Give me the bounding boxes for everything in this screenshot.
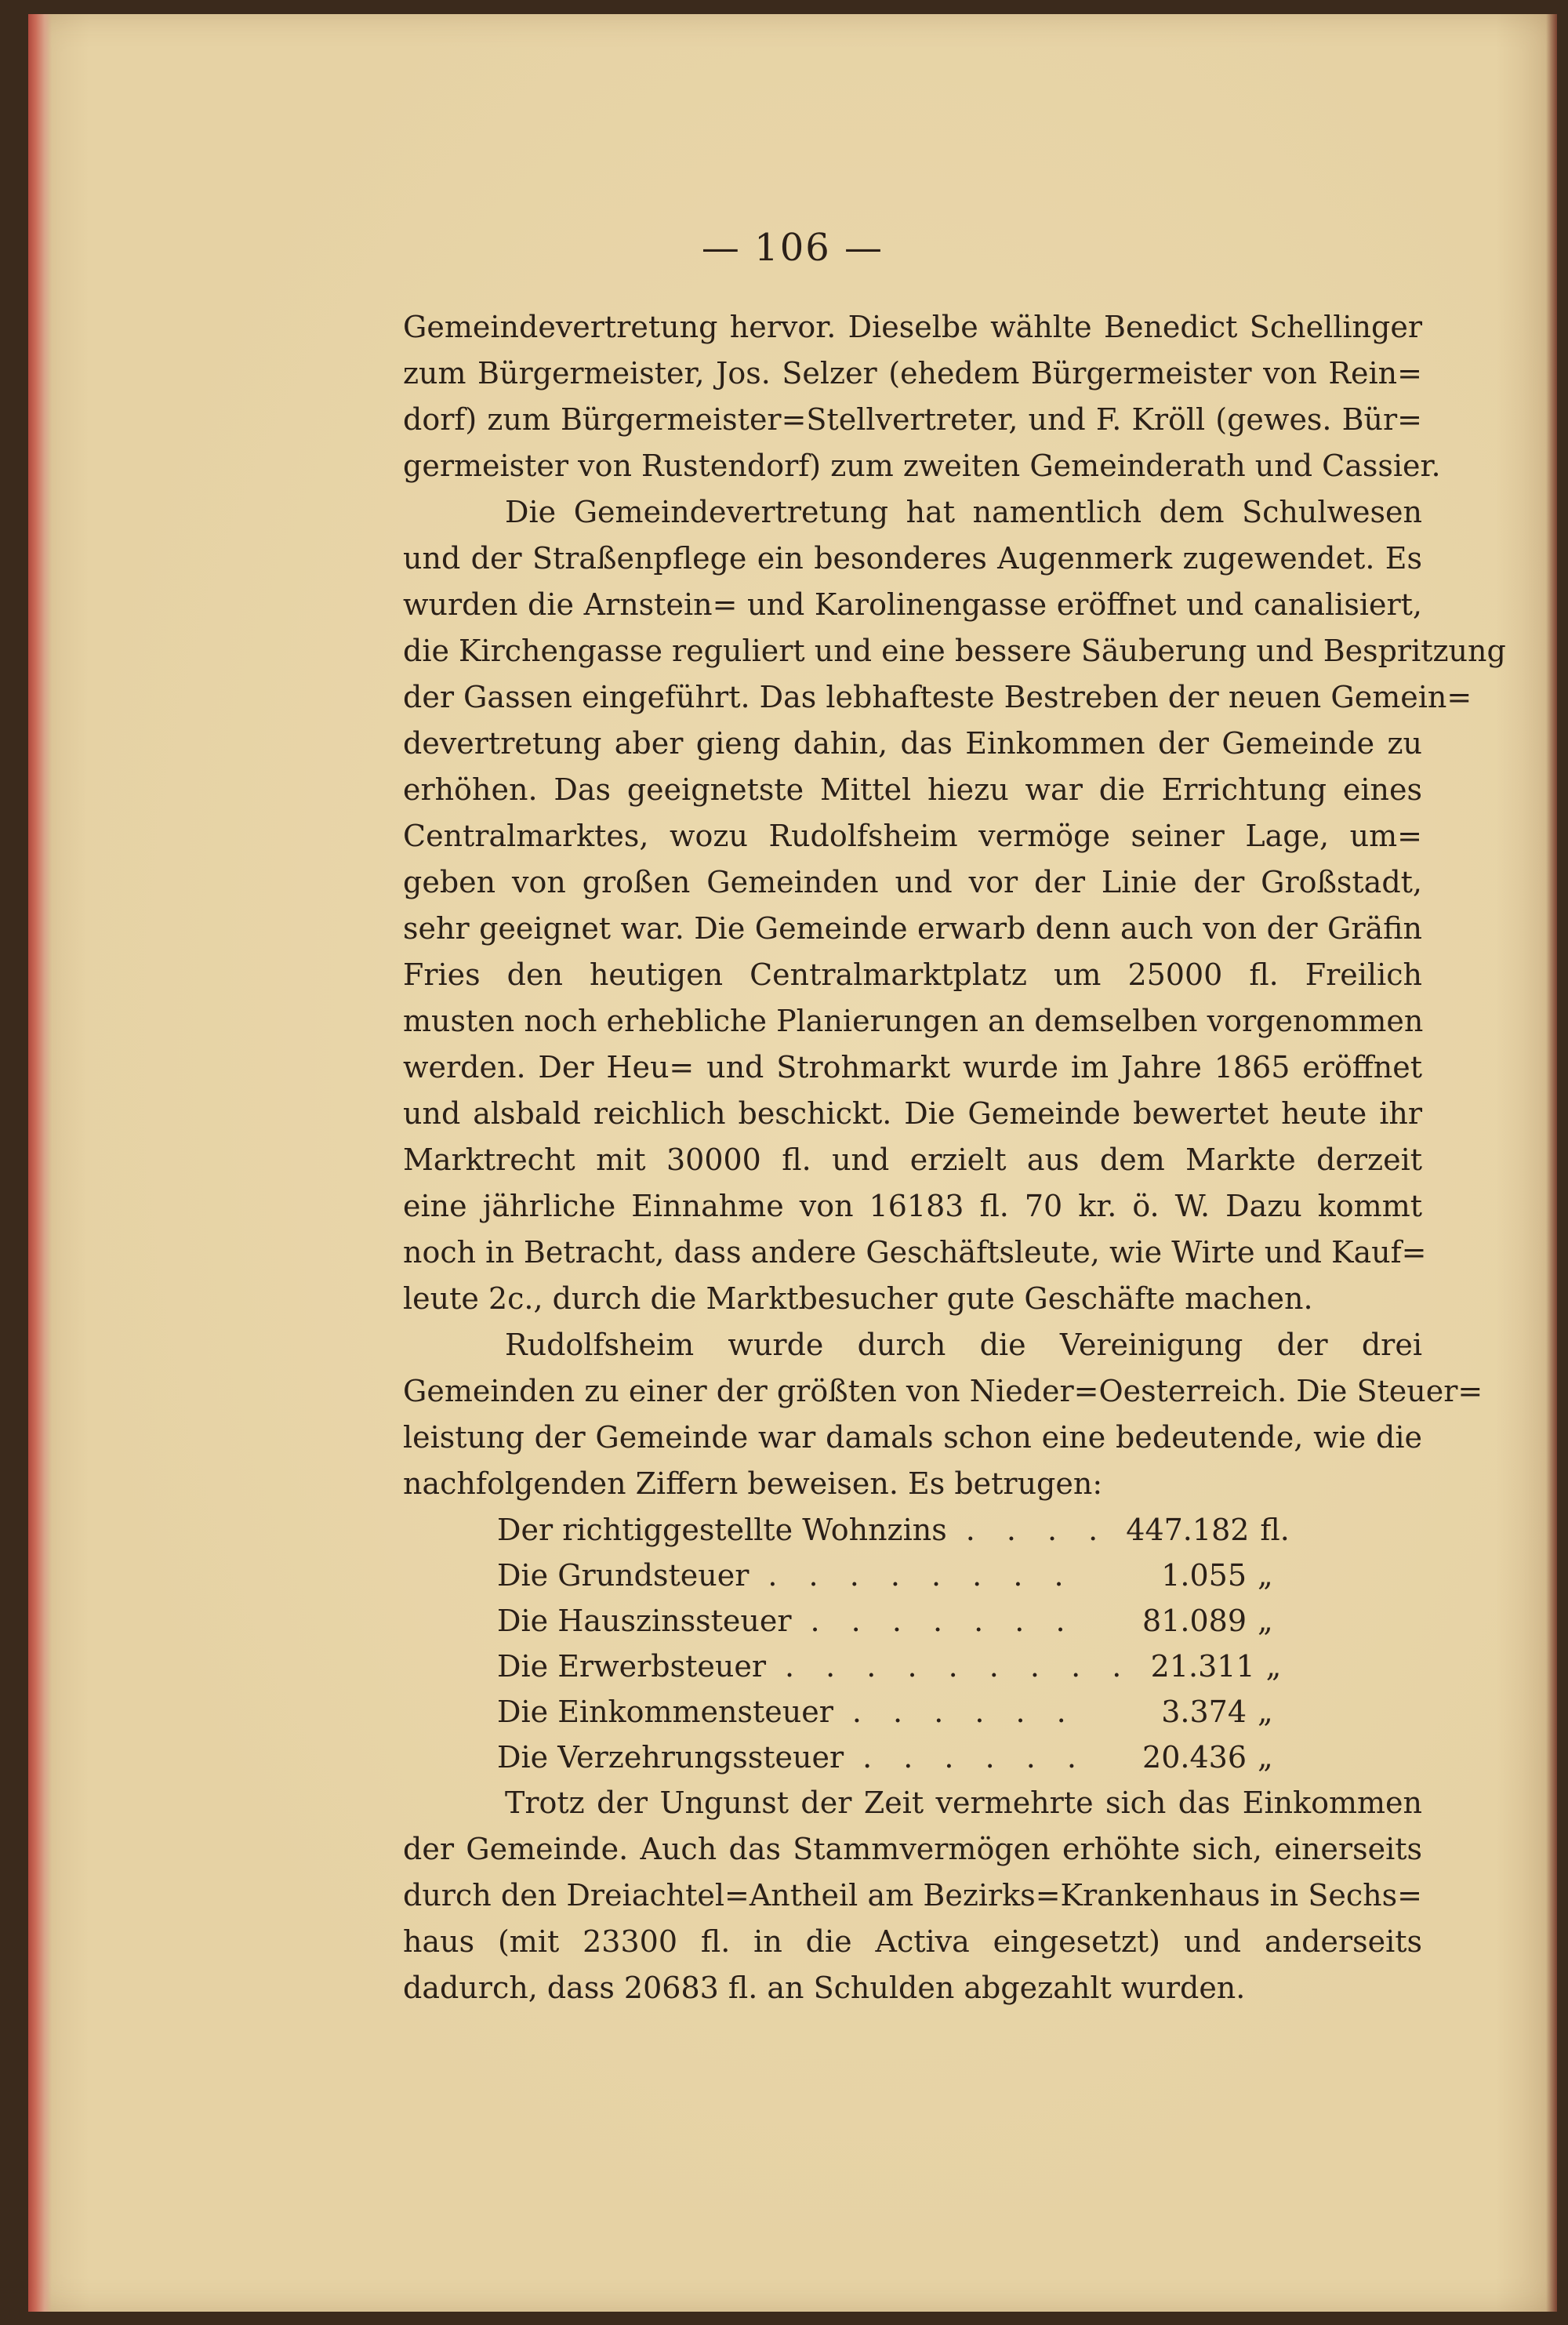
tax-label: Die Erwerbsteuer [497, 1649, 766, 1684]
text-line: und alsbald reichlich beschickt. Die Gemeinde bewertet heute ihr [403, 1096, 1422, 1131]
text-line: erhöhen. Das geeignetste Mittel hiezu war die Errichtung eines [403, 772, 1422, 807]
text-line: Rudolfsheim wurde durch die Vereinigung der drei [505, 1328, 1422, 1362]
text-line: germeister von Rustendorf) zum zweiten Gemeinderath und Cassier. [403, 449, 1441, 483]
leader-dots: . . . . . . . . . [784, 1649, 1133, 1684]
tax-value: 81.089 [1142, 1604, 1247, 1638]
text-line: Fries den heutigen Centralmarktplatz um 25000 fl. Freilich [403, 957, 1422, 992]
paragraph-3 [403, 1322, 1483, 1507]
text-line: Die Gemeindevertretung hat namentlich dem Schulwesen [505, 495, 1422, 529]
tax-label: Die Hauszinssteuer [497, 1604, 792, 1638]
text-line: haus (mit 23300 fl. in die Activa eingesetzt) und anderseits [403, 1924, 1422, 1959]
text-line: geben von großen Gemeinden und vor der Linie der Großstadt, [403, 865, 1422, 899]
text-line: zum Bürgermeister, Jos. Selzer (ehedem Bürgermeister von Rein= [403, 356, 1422, 391]
tax-value: 447.182 [1126, 1513, 1250, 1547]
text-line: Centralmarktes, wozu Rudolfsheim vermöge seiner Lage, um= [403, 819, 1422, 853]
text-block [403, 304, 1506, 2011]
tax-unit: „ [1265, 1649, 1282, 1684]
text-line: der Gemeinde. Auch das Stammvermögen erhöhte sich, einerseits [403, 1832, 1422, 1866]
table-row [497, 1507, 1305, 1553]
tax-value: 20.436 [1142, 1740, 1247, 1775]
table-row [497, 1689, 1305, 1735]
text-line: und der Straßenpflege ein besonderes Augenmerk zugewendet. Es [403, 541, 1422, 576]
table-row [497, 1598, 1305, 1644]
tax-value: 21.311 [1150, 1649, 1255, 1684]
tax-table [497, 1507, 1305, 1780]
text-line: Gemeindevertretung hervor. Dieselbe wählte Benedict Schellinger [403, 310, 1422, 344]
text-line: sehr geeignet war. Die Gemeinde erwarb denn auch von der Gräfin [403, 911, 1422, 946]
text-line: Trotz der Ungunst der Zeit vermehrte sich das Einkommen [505, 1786, 1422, 1820]
page-number: — 106 — [701, 226, 884, 270]
text-line: eine jährliche Einnahme von 16183 fl. 70 kr. ö. W. Dazu kommt [403, 1189, 1422, 1223]
table-row [497, 1553, 1305, 1598]
tax-unit: „ [1258, 1695, 1273, 1729]
text-line: Gemeinden zu einer der größten von Nieder=Oesterreich. Die Steuer= [403, 1374, 1483, 1408]
text-line: der Gassen eingeführt. Das lebhafteste Bestreben der neuen Gemein= [403, 680, 1472, 714]
text-line: noch in Betracht, dass andere Geschäftsleute, wie Wirte und Kauf= [403, 1235, 1427, 1270]
text-line: wurden die Arnstein= und Karolinengasse eröffnet und canalisiert, [403, 587, 1422, 622]
page-red-edge [28, 14, 52, 2312]
leader-dots: . . . . . . [851, 1695, 1077, 1729]
book-page [28, 14, 1557, 2312]
text-line: leute 2c., durch die Marktbesucher gute Geschäfte machen. [403, 1281, 1313, 1316]
text-line: dorf) zum Bürgermeister=Stellvertreter, und F. Kröll (gewes. Bür= [403, 402, 1422, 437]
tax-value: 3.374 [1161, 1695, 1247, 1729]
text-line: musten noch erhebliche Planierungen an demselben vorgenommen [403, 1004, 1424, 1038]
paragraph-4 [403, 1780, 1422, 2011]
text-line: Marktrecht mit 30000 fl. und erzielt aus dem Markte derzeit [403, 1143, 1422, 1177]
leader-dots: . . . . . . . [810, 1604, 1076, 1638]
text-line: leistung der Gemeinde war damals schon eine bedeutende, wie die [403, 1420, 1422, 1455]
leader-dots: . . . . [965, 1513, 1109, 1547]
table-row [497, 1735, 1305, 1780]
tax-label: Der richtiggestellte Wohnzins [497, 1513, 947, 1547]
text-line: die Kirchengasse reguliert und eine bessere Säuberung und Bespritzung [403, 634, 1506, 668]
tax-label: Die Einkommensteuer [497, 1695, 833, 1729]
text-line: dadurch, dass 20683 fl. an Schulden abgezahlt wurden. [403, 1971, 1246, 2005]
text-line: werden. Der Heu= und Strohmarkt wurde im Jahre 1865 eröffnet [403, 1050, 1422, 1084]
tax-unit: „ [1258, 1740, 1273, 1775]
tax-value: 1.055 [1161, 1558, 1247, 1593]
tax-unit: „ [1258, 1558, 1273, 1593]
leader-dots: . . . . . . . . [768, 1558, 1075, 1593]
text-line: devertretung aber gieng dahin, das Einkommen der Gemeinde zu [403, 726, 1422, 761]
paragraph-1 [403, 304, 1441, 489]
page-right-shadow [1546, 14, 1557, 2312]
leader-dots: . . . . . . [862, 1740, 1087, 1775]
tax-unit: fl. [1260, 1513, 1290, 1547]
tax-unit: „ [1258, 1604, 1273, 1638]
paragraph-2 [403, 489, 1506, 1322]
tax-label: Die Grundsteuer [497, 1558, 750, 1593]
tax-label: Die Verzehrungssteuer [497, 1740, 844, 1775]
text-line: nachfolgenden Ziffern beweisen. Es betrugen: [403, 1466, 1103, 1501]
table-row [497, 1644, 1305, 1689]
text-line: durch den Dreiachtel=Antheil am Bezirks=Krankenhaus in Sechs= [403, 1878, 1422, 1913]
